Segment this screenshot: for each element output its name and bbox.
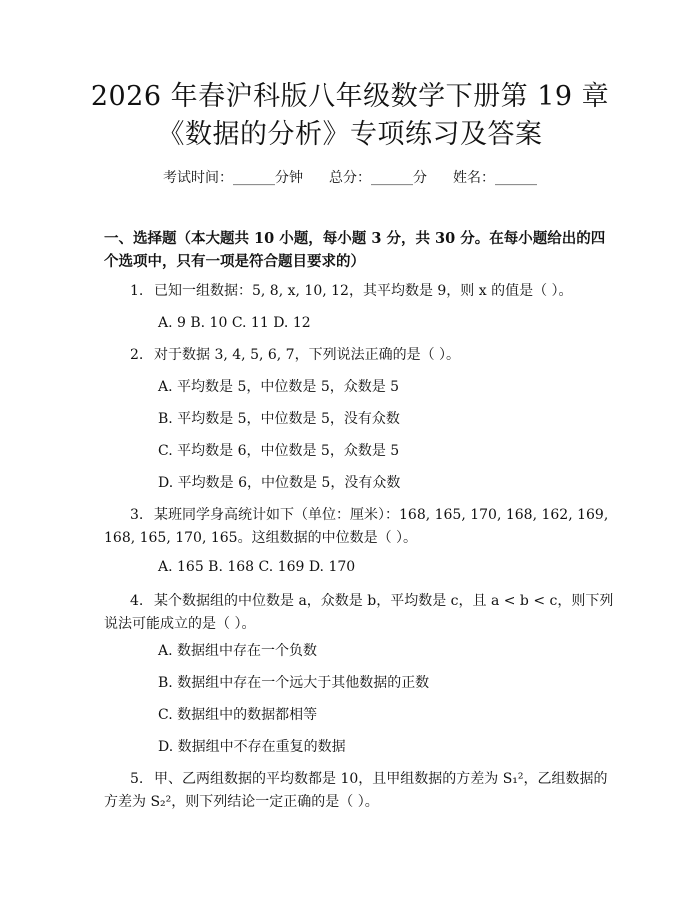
question-5 — [104, 768, 614, 814]
document-title-line1: 2026 年春沪科版八年级数学下册第 19 章 — [90, 81, 610, 112]
question-2-option-c: C. 平均数是 6，中位数是 5，众数是 5 — [158, 443, 400, 459]
question-text: 某个数据组的中位数是 a，众数是 b，平均数是 c，且 a < b < c，则下列说法可能成立的是（ ）。 — [104, 593, 614, 632]
question-4 — [104, 590, 614, 636]
question-4-option-a: A. 数据组中存在一个负数 — [158, 643, 318, 659]
section-heading: 一、选择题（本大题共 10 小题，每小题 3 分，共 30 分。在每小题给出的四个选项中，只有一项是符合题目要求的） — [104, 230, 606, 270]
question-number: 1. — [130, 283, 144, 299]
question-text: 某班同学身高统计如下（单位：厘米）：168, 165, 170, 168, 162, 169, 168, 165, 170, 165。这组数据的中位数是（ ）。 — [104, 507, 609, 546]
question-number: 4. — [130, 593, 144, 609]
question-4-option-d: D. 数据组中不存在重复的数据 — [158, 739, 346, 755]
document-title-line2: 《数据的分析》专项练习及答案 — [157, 119, 543, 150]
question-2-option-a: A. 平均数是 5，中位数是 5，众数是 5 — [158, 379, 400, 395]
question-number: 3. — [130, 507, 144, 523]
question-4-option-b: B. 数据组中存在一个远大于其他数据的正数 — [158, 675, 430, 691]
question-1 — [104, 280, 614, 303]
total-score-label: 总分：______分 — [329, 170, 427, 186]
question-3 — [104, 504, 614, 550]
question-1-options: A. 9 B. 10 C. 11 D. 12 — [158, 315, 311, 331]
question-text: 对于数据 3, 4, 5, 6, 7，下列说法正确的是（ ）。 — [154, 347, 461, 363]
exam-time-label: 考试时间：______分钟 — [163, 170, 303, 186]
student-name-label: 姓名：______ — [453, 170, 537, 186]
question-3-options: A. 165 B. 168 C. 169 D. 170 — [158, 559, 356, 575]
question-text: 已知一组数据：5, 8, x, 10, 12，其平均数是 9，则 x 的值是（ ）。 — [154, 283, 573, 299]
question-2-option-b: B. 平均数是 5，中位数是 5，没有众数 — [158, 411, 400, 427]
question-number: 5. — [130, 771, 144, 787]
question-2-option-d: D. 平均数是 6，中位数是 5，没有众数 — [158, 475, 401, 491]
question-2 — [104, 344, 614, 367]
question-4-option-c: C. 数据组中的数据都相等 — [158, 707, 318, 723]
question-text: 甲、乙两组数据的平均数都是 10，且甲组数据的方差为 S₁²，乙组数据的方差为 S₂²，则下列结论一定正确的是（ ）。 — [104, 771, 608, 810]
exam-meta — [0, 168, 700, 188]
question-number: 2. — [130, 347, 144, 363]
